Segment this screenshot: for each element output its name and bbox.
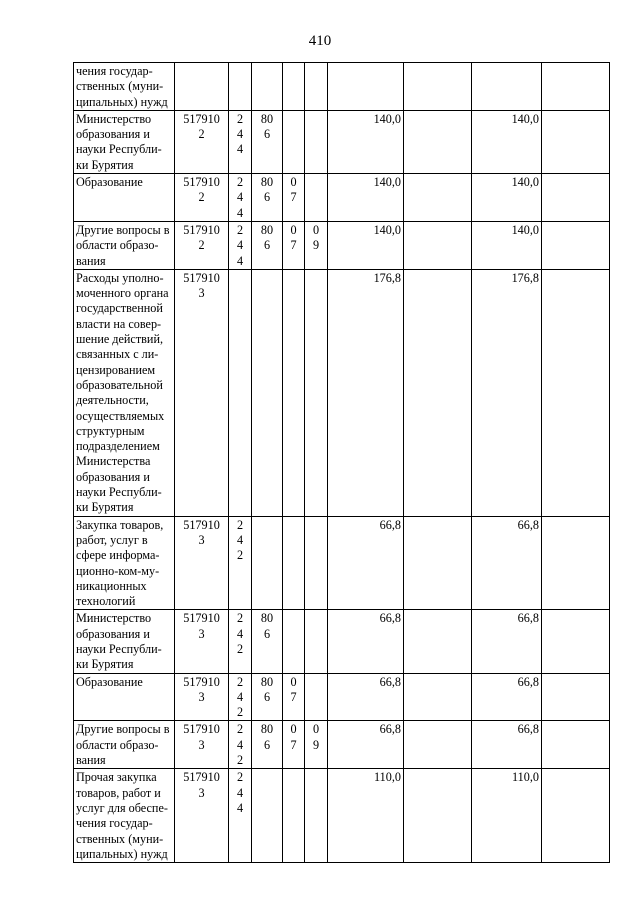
row-name: Другие вопросы в области образо- вания (74, 221, 175, 269)
row-code: 517910 3 (175, 769, 229, 863)
row-amount-2 (404, 610, 472, 673)
row-amount-3: 140,0 (472, 221, 542, 269)
table-row (74, 269, 610, 516)
row-name: Министерство образования и науки Республи- ки Бурятия (74, 110, 175, 173)
row-code: 517910 3 (175, 269, 229, 516)
row-name: чения государ- ственных (муни- ципальных) нужд (74, 63, 175, 111)
row-amount-4 (542, 721, 610, 769)
row-subsection (305, 673, 328, 721)
row-expense-type: 2 4 4 (229, 221, 252, 269)
row-amount-4 (542, 516, 610, 610)
row-section (283, 269, 305, 516)
row-subsection (305, 269, 328, 516)
row-ministry-code: 80 6 (252, 221, 283, 269)
row-amount-1 (328, 63, 404, 111)
row-section: 0 7 (283, 174, 305, 222)
row-amount-1: 66,8 (328, 721, 404, 769)
row-amount-1: 176,8 (328, 269, 404, 516)
row-amount-2 (404, 769, 472, 863)
row-subsection (305, 174, 328, 222)
row-subsection (305, 610, 328, 673)
row-code (175, 63, 229, 111)
table-row (74, 110, 610, 173)
row-amount-1: 66,8 (328, 610, 404, 673)
row-amount-4 (542, 221, 610, 269)
row-subsection: 0 9 (305, 721, 328, 769)
row-expense-type: 2 4 2 (229, 516, 252, 610)
row-amount-1: 66,8 (328, 673, 404, 721)
row-ministry-code (252, 769, 283, 863)
row-subsection (305, 769, 328, 863)
row-section (283, 516, 305, 610)
table-row (74, 221, 610, 269)
row-code: 517910 3 (175, 721, 229, 769)
row-ministry-code: 80 6 (252, 174, 283, 222)
row-code: 517910 2 (175, 110, 229, 173)
row-amount-2 (404, 721, 472, 769)
row-amount-3: 66,8 (472, 516, 542, 610)
page-number: 410 (308, 33, 332, 49)
row-amount-4 (542, 63, 610, 111)
row-expense-type (229, 269, 252, 516)
row-expense-type: 2 4 4 (229, 110, 252, 173)
row-amount-2 (404, 673, 472, 721)
table-row (74, 174, 610, 222)
row-section (283, 769, 305, 863)
row-amount-1: 140,0 (328, 221, 404, 269)
row-name: Образование (74, 673, 175, 721)
row-expense-type: 2 4 4 (229, 174, 252, 222)
row-subsection: 0 9 (305, 221, 328, 269)
row-name: Закупка товаров, работ, услуг в сфере информа- ционно-ком-му- никационных технологий (74, 516, 175, 610)
row-name: Другие вопросы в области образо- вания (74, 721, 175, 769)
row-name: Расходы уполно- моченного органа государственной власти на совер- шение действий, связанных с ли- цензированием образовательной деятельности, осуществляемых структурным подразделением Министерства образования и науки Республи- ки Бурятия (74, 269, 175, 516)
table-row (74, 721, 610, 769)
row-expense-type: 2 4 2 (229, 721, 252, 769)
table-row (74, 673, 610, 721)
row-amount-1: 140,0 (328, 174, 404, 222)
row-amount-4 (542, 174, 610, 222)
row-amount-2 (404, 269, 472, 516)
row-section (283, 63, 305, 111)
row-name: Образование (74, 174, 175, 222)
row-amount-3: 66,8 (472, 673, 542, 721)
row-section: 0 7 (283, 673, 305, 721)
row-code: 517910 3 (175, 610, 229, 673)
row-section: 0 7 (283, 221, 305, 269)
row-section (283, 610, 305, 673)
table-row (74, 63, 610, 111)
row-amount-2 (404, 221, 472, 269)
row-subsection (305, 63, 328, 111)
row-section (283, 110, 305, 173)
row-amount-2 (404, 110, 472, 173)
table-row (74, 610, 610, 673)
row-code: 517910 2 (175, 174, 229, 222)
budget-table (73, 62, 610, 863)
row-subsection (305, 516, 328, 610)
row-amount-3: 110,0 (472, 769, 542, 863)
row-name: Министерство образования и науки Республи- ки Бурятия (74, 610, 175, 673)
row-amount-4 (542, 673, 610, 721)
row-section: 0 7 (283, 721, 305, 769)
row-subsection (305, 110, 328, 173)
row-amount-3: 140,0 (472, 174, 542, 222)
row-ministry-code: 80 6 (252, 610, 283, 673)
table-row (74, 769, 610, 863)
row-ministry-code: 80 6 (252, 673, 283, 721)
table-row (74, 516, 610, 610)
row-amount-3: 66,8 (472, 610, 542, 673)
row-ministry-code (252, 63, 283, 111)
row-code: 517910 2 (175, 221, 229, 269)
row-amount-4 (542, 269, 610, 516)
row-amount-4 (542, 610, 610, 673)
row-ministry-code (252, 516, 283, 610)
row-code: 517910 3 (175, 673, 229, 721)
row-ministry-code: 80 6 (252, 721, 283, 769)
row-amount-3: 140,0 (472, 110, 542, 173)
row-amount-3 (472, 63, 542, 111)
row-amount-2 (404, 63, 472, 111)
row-amount-4 (542, 110, 610, 173)
row-amount-4 (542, 769, 610, 863)
row-code: 517910 3 (175, 516, 229, 610)
row-expense-type: 2 4 2 (229, 610, 252, 673)
row-amount-1: 140,0 (328, 110, 404, 173)
row-amount-1: 66,8 (328, 516, 404, 610)
row-expense-type (229, 63, 252, 111)
row-expense-type: 2 4 2 (229, 673, 252, 721)
row-amount-2 (404, 516, 472, 610)
row-expense-type: 2 4 4 (229, 769, 252, 863)
row-amount-1: 110,0 (328, 769, 404, 863)
row-amount-2 (404, 174, 472, 222)
row-amount-3: 176,8 (472, 269, 542, 516)
row-name: Прочая закупка товаров, работ и услуг для обеспе- чения государ- ственных (муни- ципальных) нужд (74, 769, 175, 863)
row-amount-3: 66,8 (472, 721, 542, 769)
row-ministry-code (252, 269, 283, 516)
row-ministry-code: 80 6 (252, 110, 283, 173)
